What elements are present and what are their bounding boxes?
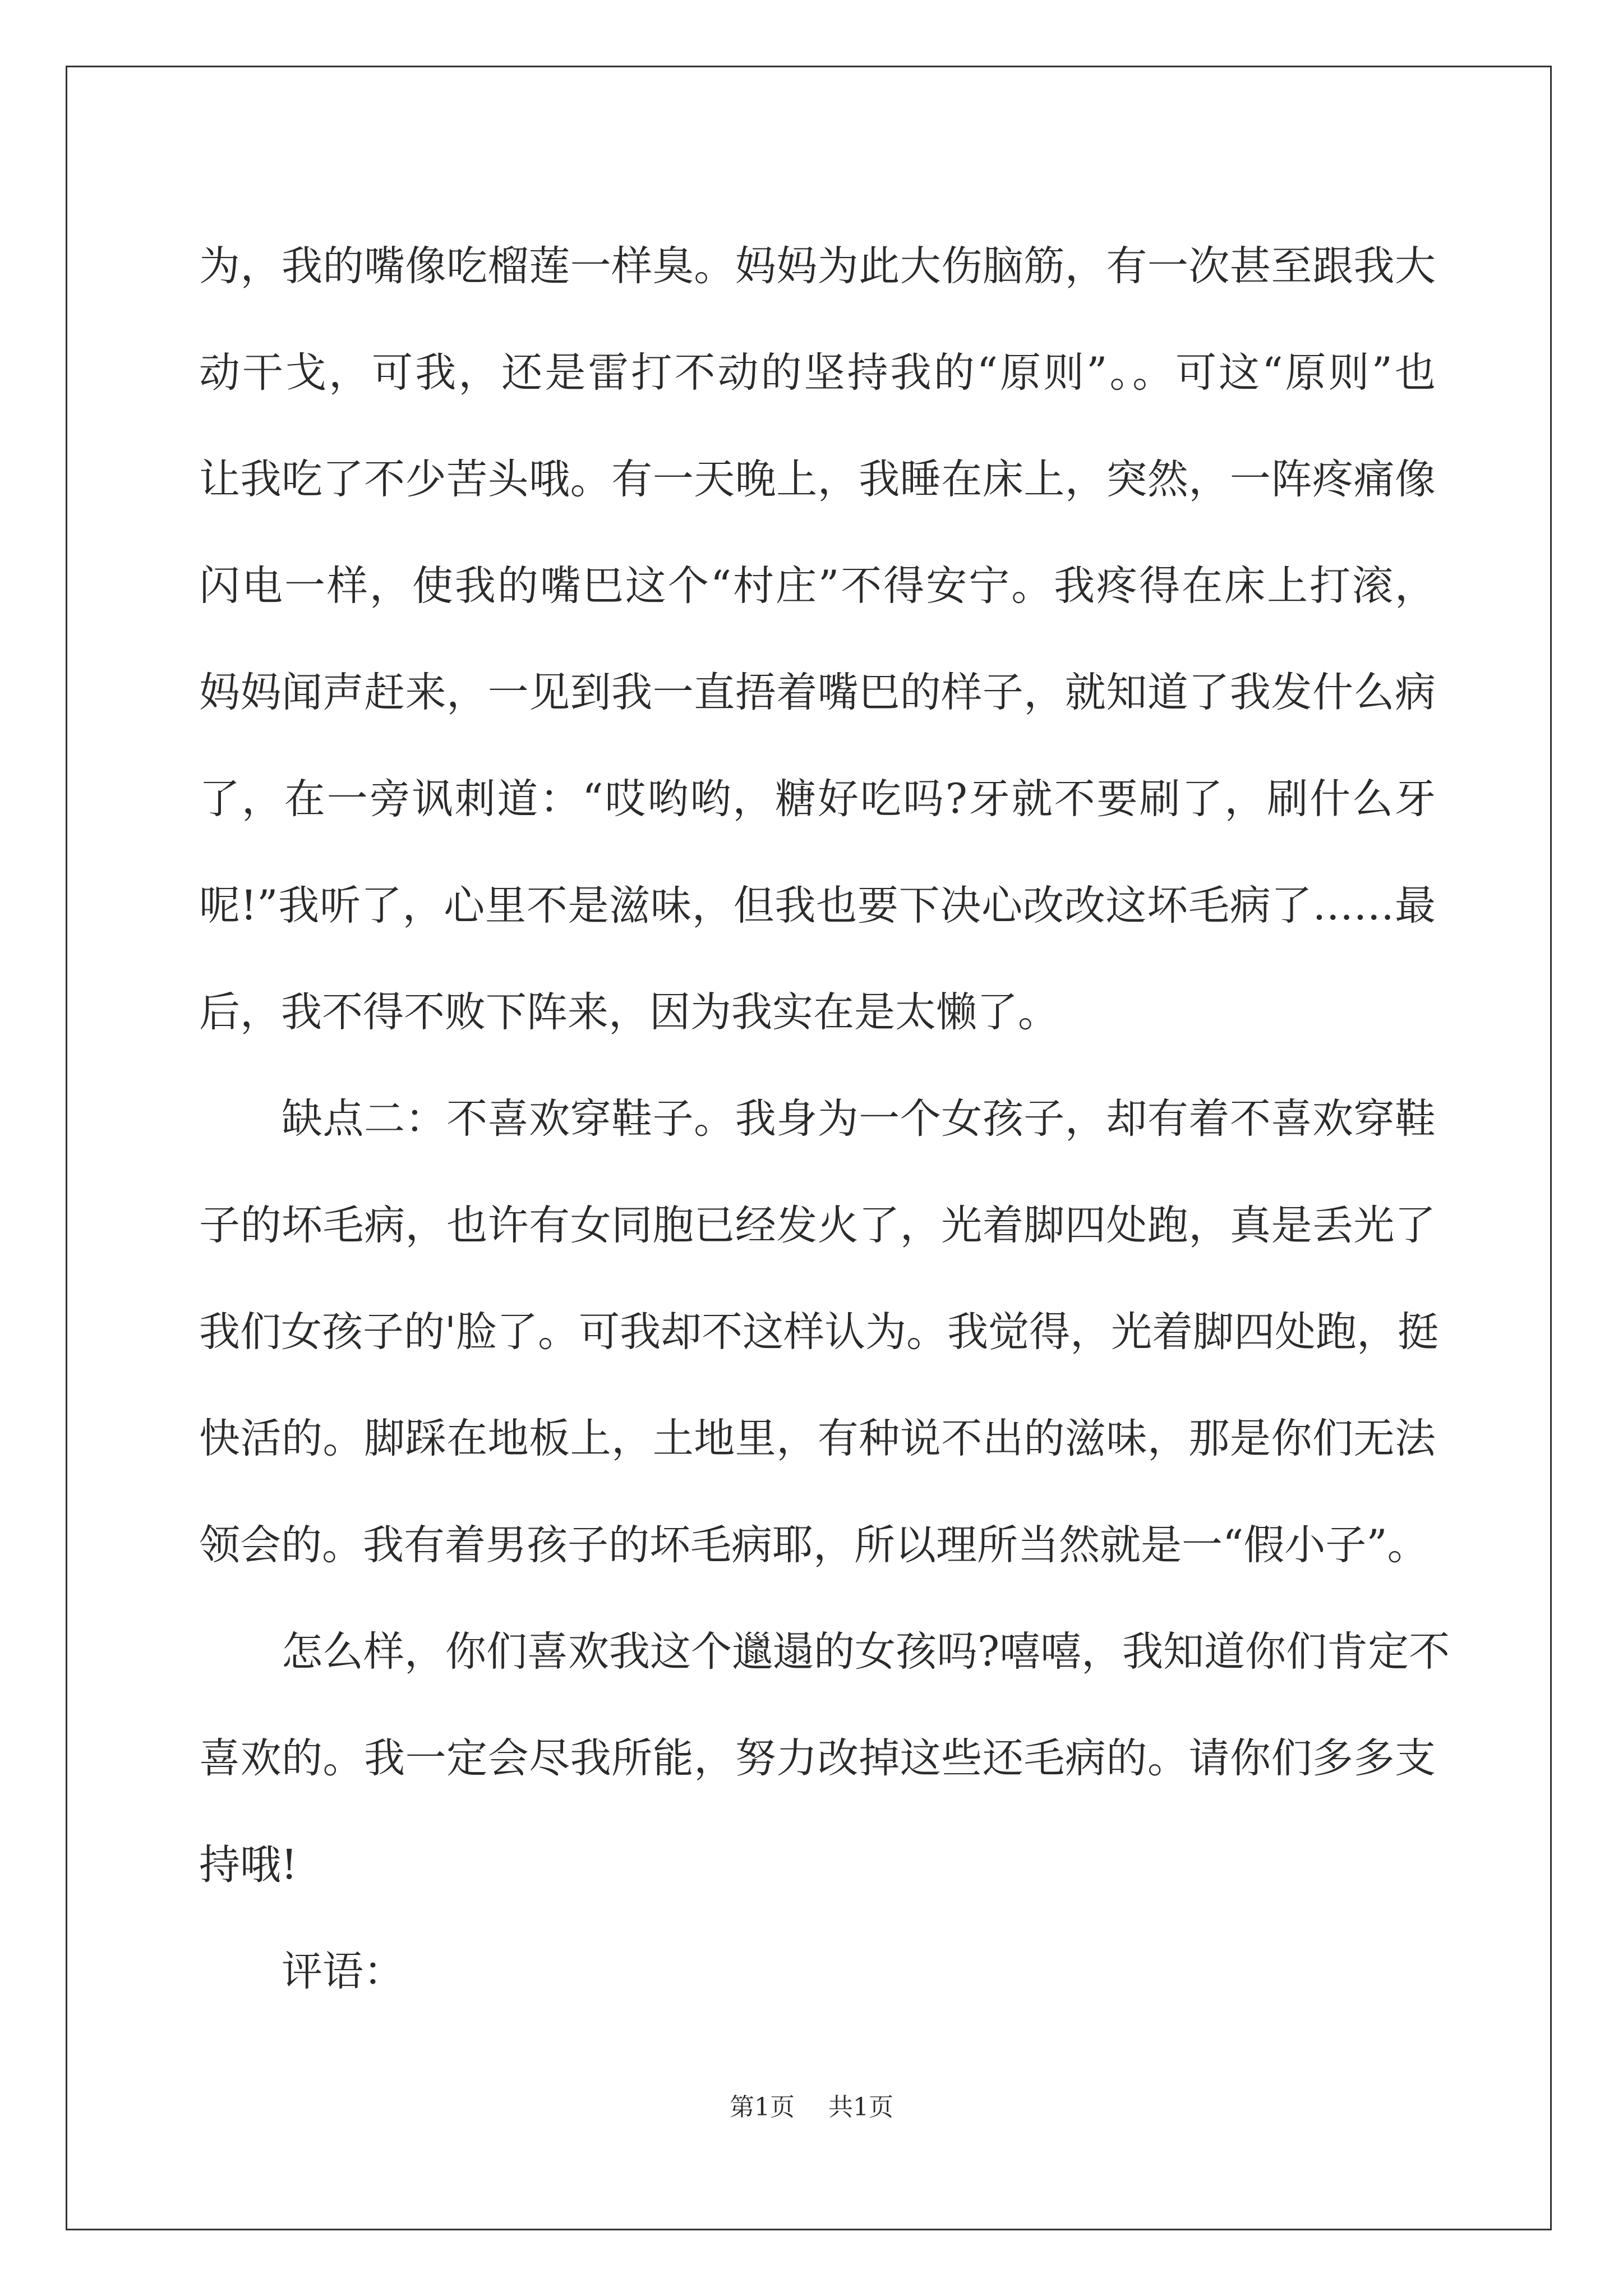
text-line: 喜欢的。我一定会尽我所能，努力改掉这些还毛病的。请你们多多支 (199, 1734, 1436, 1782)
text-line: 呢!”我听了，心里不是滋味，但我也要下决心改改这坏毛病了……最 (199, 882, 1436, 930)
text-line: 我们女孩子的'脸了。可我却不这样认为。我觉得，光着脚四处跑，挺 (199, 1308, 1439, 1356)
text-line: 闪电一样，使我的嘴巴这个“村庄”不得安宁。我疼得在床上打滚， (199, 562, 1436, 610)
text-line: 后，我不得不败下阵来，因为我实在是太懒了。 (199, 988, 1059, 1036)
text-line: 妈妈闻声赶来，一见到我一直捂着嘴巴的样子，就知道了我发什么病 (199, 669, 1436, 716)
text-line: 领会的。我有着男孩子的坏毛病耶，所以理所当然就是一“假小子”。 (199, 1521, 1428, 1569)
comment-heading: 评语： (282, 1948, 404, 1995)
text-line: 持哦! (199, 1841, 298, 1889)
page-total: 共1页 (828, 2093, 893, 2122)
page-footer (0, 2087, 1623, 2123)
text-line: 怎么样，你们喜欢我这个邋遢的女孩吗?嘻嘻，我知道你们肯定不 (282, 1628, 1450, 1676)
text-line: 动干戈，可我，还是雷打不动的坚持我的“原则”。。可这“原则”也 (199, 349, 1436, 397)
text-line: 让我吃了不少苦头哦。有一天晚上，我睡在床上，突然，一阵疼痛像 (199, 455, 1436, 503)
text-line: 缺点二：不喜欢穿鞋子。我身为一个女孩子，却有着不喜欢穿鞋 (282, 1095, 1436, 1143)
document-body (199, 213, 1450, 2025)
text-line: 了，在一旁讽刺道：“哎哟哟，糖好吃吗?牙就不要刷了，刷什么牙 (199, 775, 1436, 823)
text-line: 为，我的嘴像吃榴莲一样臭。妈妈为此大伤脑筋，有一次甚至跟我大 (199, 242, 1436, 290)
text-line: 快活的。脚踩在地板上，土地里，有种说不出的滋味，那是你们无法 (199, 1415, 1436, 1462)
page-number: 第1页 (730, 2093, 795, 2122)
text-line: 子的坏毛病，也许有女同胞已经发火了，光着脚四处跑，真是丢光了 (199, 1202, 1436, 1249)
